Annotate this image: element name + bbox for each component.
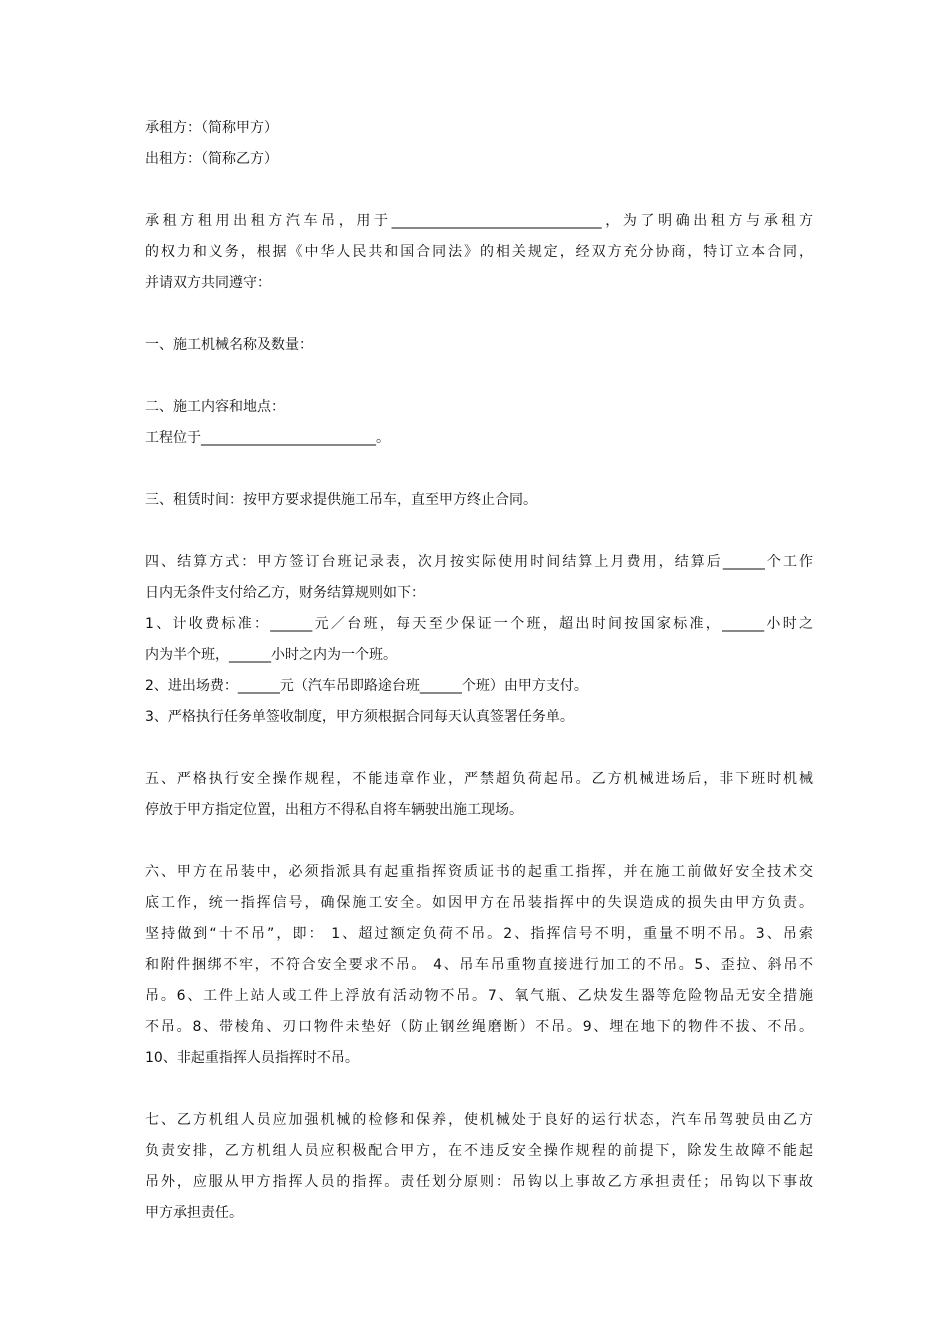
preamble-paragraph (145, 206, 813, 299)
section-7-line: 吊外，应服从甲方指挥人员的指挥。责任划分原则：吊钩以上事故乙方承担责任；吊钩以下事故 (145, 1174, 813, 1190)
section-6-line: 六、甲方在吊装中，必须指派具有起重指挥资质证书的起重工指挥，并在施工前做好安全技术交 (145, 864, 813, 880)
section-7-line: 负责安排，乙方机组人员应积极配合甲方，在不违反安全操作规程的前提下，除发生故障不能起 (145, 1143, 813, 1159)
lessor-line: 出租方：（简称乙方） (145, 151, 278, 167)
section-7-line: 七、乙方机组人员应加强机械的检修和保养，使机械处于良好的运行状态，汽车吊驾驶员由乙方 (145, 1112, 813, 1128)
section-3-title: 三、租赁时间：按甲方要求提供施工吊车，直至甲方终止合同。 (145, 492, 537, 508)
section-7 (145, 1105, 813, 1229)
spacer (145, 1074, 813, 1105)
section-4-line: 日内无条件支付给乙方，财务结算规则如下： (145, 585, 425, 601)
section-5-line: 五、严格执行安全操作规程，不能违章作业，严禁超负荷起吊。乙方机械进场后，非下班时机械 (145, 771, 813, 787)
section-2 (145, 392, 813, 454)
section-2-title: 二、施工内容和地点： (145, 399, 285, 415)
section-4-line: 四、结算方式：甲方签订台班记录表，次月按实际使用时间结算上月费用，结算后______个工作 (145, 554, 813, 570)
section-4 (145, 547, 813, 733)
preamble-line: 承租方租用出租方汽车吊，用于______________________________，为了明确出租方与承租方 (145, 213, 813, 229)
section-6-line: 和附件捆绑不牢，不符合安全要求不吊。 4、吊车吊重物直接进行加工的不吊。5、歪拉、斜吊不 (145, 957, 813, 973)
spacer (145, 826, 813, 857)
spacer (145, 361, 813, 392)
section-6-line: 10、非起重指挥人员指挥时不吊。 (145, 1050, 359, 1066)
spacer (145, 299, 813, 330)
section-6-line: 不吊。8、带棱角、刃口物件未垫好（防止钢丝绳磨断）不吊。9、埋在地下的物件不拔、不吊。 (145, 1019, 813, 1035)
task-order-line: 3、严格执行任务单签收制度，甲方须根据合同每天认真签署任务单。 (145, 709, 574, 725)
fee-standard-line: 内为半个班，______小时之内为一个班。 (145, 647, 397, 663)
section-6-line: 坚持做到“十不吊”，即： 1、超过额定负荷不吊。2、指挥信号不明，重量不明不吊。3、吊索 (145, 926, 813, 942)
fee-standard-line: 1、计收费标准：______元／台班，每天至少保证一个班，超出时间按国家标准，______小时之 (145, 616, 813, 632)
section-6 (145, 857, 813, 1074)
parties-block (145, 113, 813, 175)
section-1-title: 一、施工机械名称及数量： (145, 337, 313, 353)
section-7-line: 甲方承担责任。 (145, 1205, 243, 1221)
preamble-line: 并请双方共同遵守： (145, 275, 271, 291)
spacer (145, 175, 813, 206)
section-6-line: 吊。6、工件上站人或工件上浮放有活动物不吊。7、氧气瓶、乙炔发生器等危险物品无安全措施 (145, 988, 813, 1004)
contract-document (145, 113, 813, 1229)
preamble-line: 的权力和义务，根据《中华人民共和国合同法》的相关规定，经双方充分协商，特订立本合同， (145, 244, 813, 260)
spacer (145, 733, 813, 764)
spacer (145, 454, 813, 485)
lessee-line: 承租方：（简称甲方） (145, 120, 278, 136)
project-location-line: 工程位于_________________________。 (145, 430, 390, 446)
section-6-line: 底工作，统一指挥信号，确保施工安全。如因甲方在吊装指挥中的失误造成的损失由甲方负责。 (145, 895, 813, 911)
spacer (145, 516, 813, 547)
section-5-line: 停放于甲方指定位置，出租方不得私自将车辆驶出施工现场。 (145, 802, 523, 818)
section-5 (145, 764, 813, 826)
entry-exit-fee-line: 2、进出场费：______元（汽车吊即路途台班______个班）由甲方支付。 (145, 678, 588, 694)
